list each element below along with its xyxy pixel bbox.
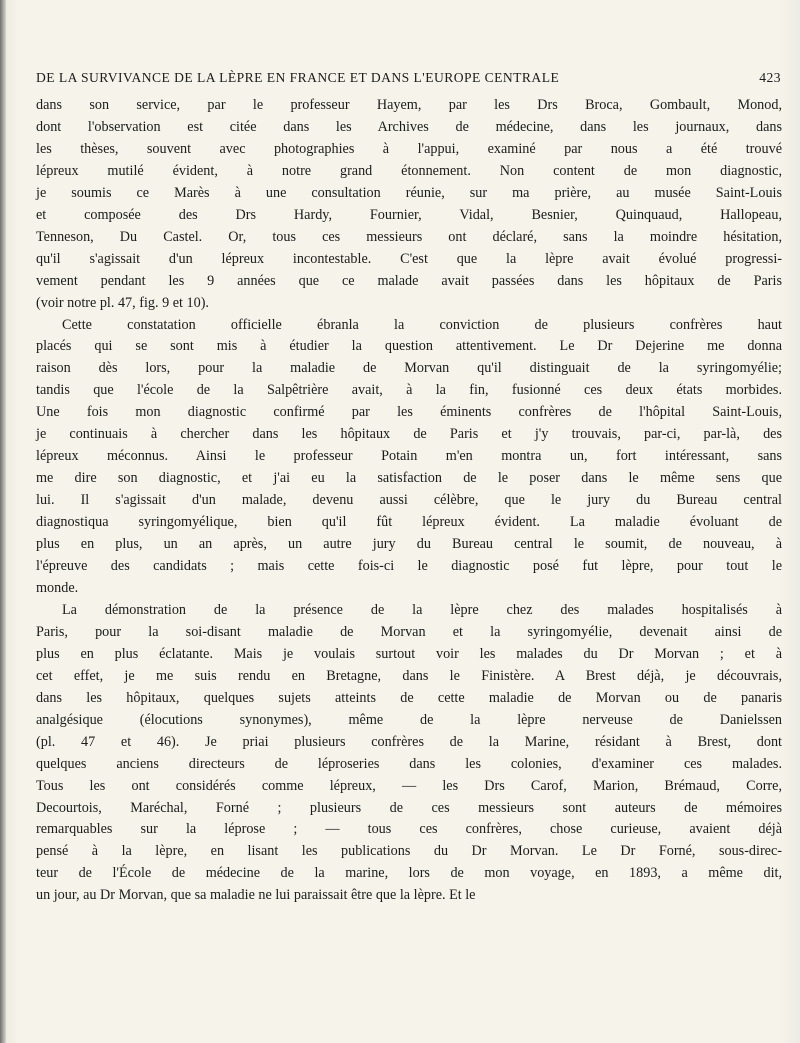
text-line: un jour, au Dr Morvan, que sa maladie ne lui paraissait être que la lèpre. Et le xyxy=(36,887,476,904)
text-line: remarquables sur la léprose ; — tous ces confrères, chose curieuse, avaient déjà xyxy=(36,821,782,838)
text-line: Tenneson, Du Castel. Or, tous ces messieurs ont déclaré, sans la moindre hésitation, xyxy=(36,228,782,245)
text-line: teur de l'École de médecine de la marine, lors de mon voyage, en 1893, a même dit, xyxy=(36,865,782,882)
text-line: me dire son diagnostic, et j'ai eu la satisfaction de le poser dans le même sens que xyxy=(36,470,782,487)
text-line: quelques anciens directeurs de léproseries dans les colonies, d'examiner ces malades. xyxy=(36,755,782,772)
text-line: lépreux méconnus. Ainsi le professeur Potain m'en montra un, fort intéressant, sans xyxy=(36,448,782,465)
page-number: 423 xyxy=(759,70,781,85)
text-line: Tous les ont considérés comme lépreux, — les Drs Carof, Marion, Brémaud, Corre, xyxy=(36,777,782,794)
text-line: monde. xyxy=(36,579,79,596)
text-line: placés qui se sont mis à étudier la question attentivement. Le Dr Dejerine me donna xyxy=(36,338,782,355)
body-text xyxy=(36,95,782,907)
text-line: je soumis ce Marès à une consultation réunie, sur ma prière, au musée Saint-Louis xyxy=(36,184,782,201)
text-line: diagnostiqua syringomyélique, bien qu'il fût lépreux évident. La maladie évoluant de xyxy=(36,514,782,531)
text-line: plus en plus, un an après, un autre jury du Bureau central le soumit, de nouveau, à xyxy=(36,536,782,553)
paragraph xyxy=(36,95,782,315)
text-line: vement pendant les 9 années que ce malade avait passées dans les hôpitaux de Paris xyxy=(36,272,782,289)
text-line: Decourtois, Maréchal, Forné ; plusieurs de ces messieurs sont auteurs de mémoires xyxy=(36,799,782,816)
text-line: La démonstration de la présence de la lèpre chez des malades hospitalisés à xyxy=(62,601,782,618)
text-line: l'épreuve des candidats ; mais cette fois-ci le diagnostic posé fut lèpre, pour tout le xyxy=(36,558,782,575)
text-line: Une fois mon diagnostic confirmé par les éminents confrères de l'hôpital Saint-Louis, xyxy=(36,404,782,421)
running-title: DE LA SURVIVANCE DE LA LÈPRE EN FRANCE ET DANS L'EUROPE CENTRALE xyxy=(36,70,560,85)
running-header xyxy=(36,70,781,86)
text-line: Cette constatation officielle ébranla la conviction de plusieurs confrères haut xyxy=(62,316,782,333)
text-line: raison dès lors, pour la maladie de Morvan qu'il distinguait de la syringomyélie; xyxy=(36,360,782,377)
text-line: pensé à la lèpre, en lisant les publications du Dr Morvan. Le Dr Forné, sous-direc- xyxy=(36,843,782,860)
text-line: analgésique (élocutions synonymes), même de la lèpre nerveuse de Danielssen xyxy=(36,711,782,728)
text-line: qu'il s'agissait d'un lépreux incontestable. C'est que la lèpre avait évolué progressi- xyxy=(36,250,782,267)
text-line: les thèses, souvent avec photographies à l'appui, examiné par nous a été trouvé xyxy=(36,140,782,157)
text-line: lépreux mutilé évident, à notre grand étonnement. Non content de mon diagnostic, xyxy=(36,162,782,179)
text-line: dans les hôpitaux, quelques sujets atteints de cette maladie de Morvan ou de panaris xyxy=(36,689,782,706)
paragraph xyxy=(36,315,782,600)
text-line: cet effet, je me suis rendu en Bretagne, dans le Finistère. A Brest déjà, je découvrais, xyxy=(36,667,782,684)
text-line: dans son service, par le professeur Hayem, par les Drs Broca, Gombault, Monod, xyxy=(36,97,782,113)
text-line: plus en plus éclatante. Mais je voulais surtout voir les malades du Dr Morvan ; et à xyxy=(36,645,782,662)
text-line: (voir notre pl. 47, fig. 9 et 10). xyxy=(36,294,209,311)
text-line: je continuais à chercher dans les hôpitaux de Paris et j'y trouvais, par-ci, par-là, des xyxy=(36,426,782,443)
text-line: et composée des Drs Hardy, Fournier, Vidal, Besnier, Quinquaud, Hallopeau, xyxy=(36,206,782,223)
text-line: lui. Il s'agissait d'un malade, devenu aussi célèbre, que le jury du Bureau central xyxy=(36,492,782,509)
paragraph xyxy=(36,600,782,907)
text-line: (pl. 47 et 46). Je priai plusieurs confrères de la Marine, résidant à Brest, dont xyxy=(36,733,782,750)
text-line: tandis que l'école de la Salpêtrière avait, à la fin, fusionné ces deux états morbides. xyxy=(36,382,782,399)
text-line: dont l'observation est citée dans les Archives de médecine, dans les journaux, dans xyxy=(36,118,782,135)
text-line: Paris, pour la soi-disant maladie de Morvan et la syringomyélie, devenait ainsi de xyxy=(36,623,782,640)
binding-edge xyxy=(0,0,6,1043)
